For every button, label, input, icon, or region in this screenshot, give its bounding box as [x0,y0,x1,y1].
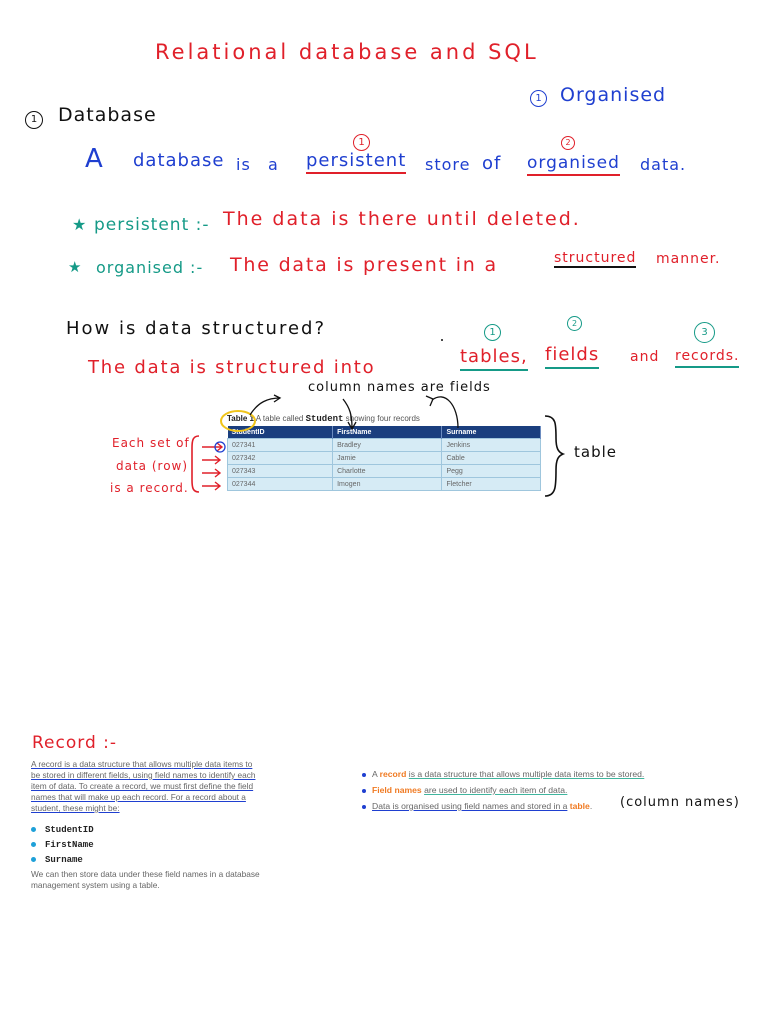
section-heading: Database [58,104,157,126]
definition-word: database [133,150,225,171]
page-title: Relational database and SQL [155,40,539,64]
caption-label: Table 1 [227,414,254,423]
summary-highlight: record [379,769,407,779]
answer-records: records. [675,348,739,368]
section-number: 1 [25,111,43,129]
row-note-line: data (row) [116,459,189,473]
summary-item [362,784,652,797]
student-table [227,426,541,491]
summary-text: A [372,769,378,779]
record-paragraph-2: We can then store data under these field names in a database management system using a table. [31,869,260,890]
arrow-icon [426,396,433,406]
table-cell: 027342 [228,452,333,465]
definition-word: data. [640,155,687,174]
definition-persistent: persistent [306,150,406,174]
table-row [228,452,541,465]
answer-fields: fields [545,344,599,369]
table-caption [227,412,541,426]
question: How is data structured? [66,318,327,339]
arrow-icon [274,395,280,402]
table-row [228,439,541,452]
dot-icon [441,339,443,341]
summary-item [362,800,652,813]
answer-tables: tables, [460,346,528,371]
record-definition: A record is a data structure that allows multiple data items to be stored in different fields, using field names to identify each item of data. To create a record, we must first define the field names that will make up each record. For a record about a student, these might be: [31,759,256,813]
def-text: The data is there until deleted. [223,208,581,230]
student-table-figure [227,412,541,491]
bullet-icon [31,842,36,847]
def-text: manner. [656,251,721,267]
table-cell: Bradley [333,439,442,452]
arrow-icon [202,482,220,490]
table-cell: Charlotte [333,465,442,478]
summary-text: Data is organised using field names and stored in a [372,801,568,811]
table-cell: Pegg [442,465,541,478]
number-circle: 1 [530,90,547,107]
table-cell: Jamie [333,452,442,465]
table-cell: 027343 [228,465,333,478]
row-note-line: is a record. [110,481,189,495]
definition-organised: organised [527,153,620,176]
answer-prefix: The data is structured into [88,357,376,378]
arrow-icon [202,456,220,464]
field-list [31,824,94,869]
caption-rest: showing four records [345,414,420,423]
column-header: FirstName [333,426,442,439]
summary-highlight: Field names [372,785,422,795]
arrow-icon [202,469,220,477]
list-item [31,854,94,869]
number-circle: 1 [353,134,370,151]
list-item [31,839,94,854]
definition-word: of [482,153,502,174]
field-name: FirstName [45,840,94,850]
column-header: StudentID [228,426,333,439]
record-paragraph [31,759,263,814]
bullet-icon [362,805,366,809]
def-text: The data is present in a [230,254,498,276]
def-term: persistent :- [94,215,210,235]
table-cell: 027344 [228,478,333,491]
definition-word: a [268,155,279,174]
column-names-note: column names are fields [308,380,491,395]
column-header: Surname [442,426,541,439]
table-header-row [228,426,541,439]
row-marker-icon [215,442,225,452]
bracket-icon [192,436,199,492]
star-icon: ★ [68,258,83,276]
definition-word: is [236,155,251,174]
def-term: organised :- [96,258,204,277]
star-icon: ★ [72,215,88,234]
number-circle: 2 [567,316,582,331]
bullet-icon [362,789,366,793]
record-heading: Record :- [32,733,118,753]
table-cell: Fletcher [442,478,541,491]
definition-word: store [425,155,471,174]
row-note-line: Each set of [112,436,190,450]
field-name: Surname [45,855,83,865]
summary-text: is a data structure that allows multiple data items to be stored. [408,769,645,779]
field-name: StudentID [45,825,94,835]
table-row [228,465,541,478]
number-circle: 2 [561,136,575,150]
summary-text: . [589,801,593,811]
summary-highlight: table [569,801,590,811]
arrow-icon [202,443,222,451]
summary-text: are used to identify each item of data. [424,785,568,795]
table-note: table [574,443,617,461]
summary-note: (column names) [620,795,740,810]
table-cell: Imogen [333,478,442,491]
answer-and: and [630,349,660,365]
table-row [228,478,541,491]
def-structured: structured [554,250,637,266]
number-circle: 1 [484,324,501,341]
table-cell: Jenkins [442,439,541,452]
summary-item [362,768,652,781]
bullet-icon [31,857,36,862]
bullet-icon [362,773,366,777]
summary-list [362,768,652,813]
caption-code: Student [305,414,344,424]
number-circle: 3 [694,322,715,343]
caption-text: A table called [255,414,304,423]
table-cell: 027341 [228,439,333,452]
list-item [31,824,94,839]
bullet-icon [31,827,36,832]
definition-a: A [85,144,104,174]
table-cell: Cable [442,452,541,465]
organised-label: Organised [560,84,667,106]
brace-icon [545,416,563,496]
